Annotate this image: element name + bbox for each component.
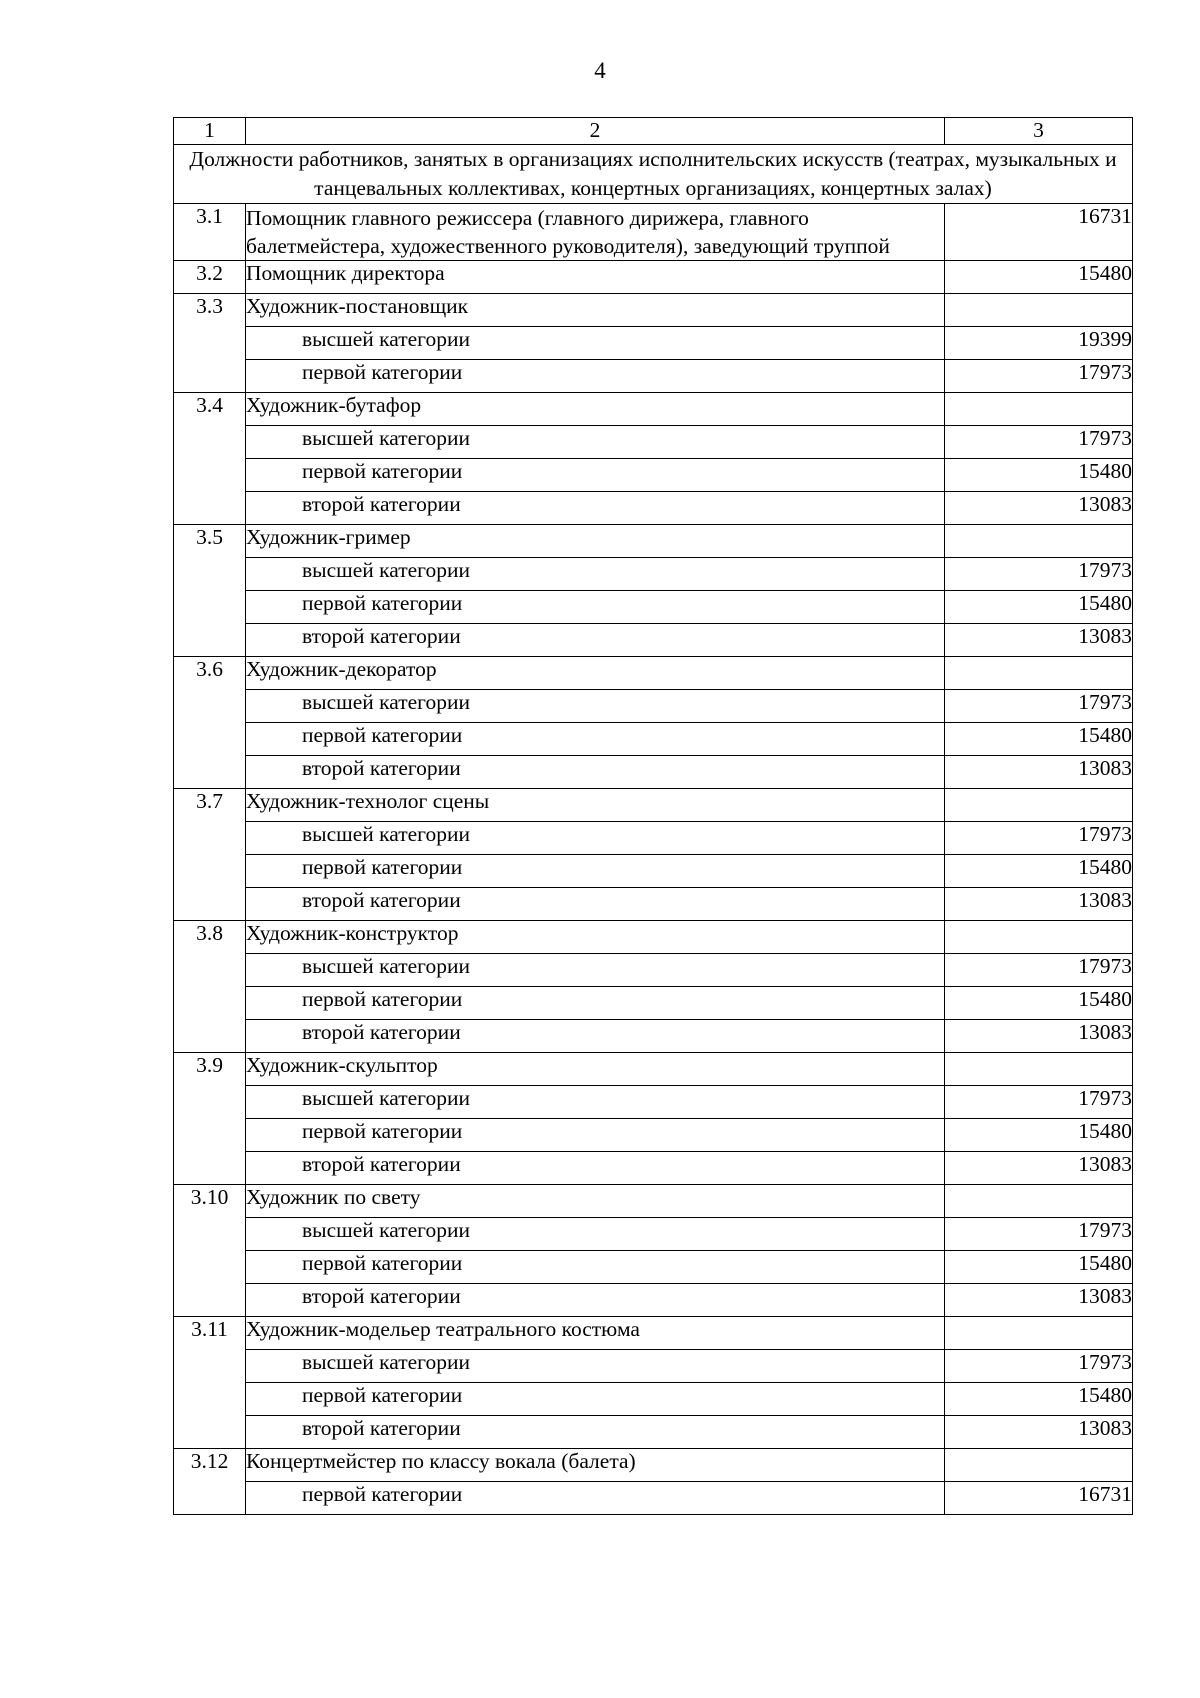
category-name: второй категории <box>246 756 945 789</box>
category-name: второй категории <box>246 1020 945 1053</box>
position-name: Художник-конструктор <box>246 921 945 954</box>
table-row <box>174 204 1133 261</box>
position-name: Помощник директора <box>246 261 945 294</box>
salary-value: 15480 <box>945 1251 1133 1284</box>
table-subrow <box>174 888 1133 921</box>
section-title: Должности работников, занятых в организациях исполнительских искусств (театрах, музыкальных и танцевальных коллективах, концертных организациях, концертных залах) <box>174 145 1133 204</box>
category-name: высшей категории <box>246 1350 945 1383</box>
category-name: высшей категории <box>246 558 945 591</box>
table-subrow <box>174 1119 1133 1152</box>
table-row <box>174 789 1133 822</box>
table-subrow <box>174 327 1133 360</box>
row-number: 3.2 <box>174 261 246 294</box>
salary-value: 15480 <box>945 591 1133 624</box>
salary-value <box>945 525 1133 558</box>
category-name: высшей категории <box>246 1218 945 1251</box>
category-name: первой категории <box>246 1119 945 1152</box>
salary-value: 13083 <box>945 1020 1133 1053</box>
category-name: второй категории <box>246 1152 945 1185</box>
category-name: первой категории <box>246 1251 945 1284</box>
category-name: первой категории <box>246 1383 945 1416</box>
table-subrow <box>174 1086 1133 1119</box>
category-name: высшей категории <box>246 954 945 987</box>
salary-value <box>945 294 1133 327</box>
category-name: высшей категории <box>246 426 945 459</box>
salary-value: 17973 <box>945 360 1133 393</box>
salary-value <box>945 1185 1133 1218</box>
salary-value: 13083 <box>945 624 1133 657</box>
table-subrow <box>174 954 1133 987</box>
salary-value: 17973 <box>945 822 1133 855</box>
category-name: высшей категории <box>246 327 945 360</box>
column-header: 2 <box>246 118 945 145</box>
column-header: 3 <box>945 118 1133 145</box>
category-name: второй категории <box>246 492 945 525</box>
row-number: 3.12 <box>174 1449 246 1515</box>
salary-value <box>945 1449 1133 1482</box>
row-number: 3.1 <box>174 204 246 261</box>
table-row <box>174 294 1133 327</box>
row-number: 3.6 <box>174 657 246 789</box>
salary-value: 16731 <box>945 204 1133 261</box>
salary-value: 15480 <box>945 261 1133 294</box>
table-subrow <box>174 558 1133 591</box>
salary-value: 15480 <box>945 723 1133 756</box>
salary-value <box>945 921 1133 954</box>
table-row <box>174 921 1133 954</box>
category-name: высшей категории <box>246 690 945 723</box>
row-number: 3.9 <box>174 1053 246 1185</box>
salary-value: 15480 <box>945 855 1133 888</box>
table-subrow <box>174 426 1133 459</box>
row-number: 3.5 <box>174 525 246 657</box>
category-name: первой категории <box>246 1482 945 1515</box>
position-name: Художник-технолог сцены <box>246 789 945 822</box>
table-row <box>174 393 1133 426</box>
salary-value: 13083 <box>945 756 1133 789</box>
category-name: первой категории <box>246 459 945 492</box>
salary-value: 17973 <box>945 954 1133 987</box>
salary-value: 15480 <box>945 987 1133 1020</box>
table-subrow <box>174 756 1133 789</box>
salary-value: 17973 <box>945 1086 1133 1119</box>
salary-value: 15480 <box>945 1383 1133 1416</box>
salary-value: 17973 <box>945 1218 1133 1251</box>
table-row <box>174 1449 1133 1482</box>
salary-value: 13083 <box>945 1416 1133 1449</box>
position-name: Художник-декоратор <box>246 657 945 690</box>
column-header-row <box>174 118 1133 145</box>
position-name: Концертмейстер по классу вокала (балета) <box>246 1449 945 1482</box>
table-subrow <box>174 459 1133 492</box>
table-subrow <box>174 855 1133 888</box>
salary-value: 13083 <box>945 492 1133 525</box>
table-subrow <box>174 690 1133 723</box>
category-name: первой категории <box>246 855 945 888</box>
table-row <box>174 1185 1133 1218</box>
section-header-row <box>174 145 1133 204</box>
category-name: второй категории <box>246 1416 945 1449</box>
row-number: 3.7 <box>174 789 246 921</box>
category-name: второй категории <box>246 888 945 921</box>
table-subrow <box>174 624 1133 657</box>
table-subrow <box>174 1416 1133 1449</box>
table-row <box>174 261 1133 294</box>
position-name: Художник-бутафор <box>246 393 945 426</box>
table-subrow <box>174 1284 1133 1317</box>
table-row <box>174 1053 1133 1086</box>
salary-table <box>173 117 1133 1515</box>
row-number: 3.8 <box>174 921 246 1053</box>
salary-value <box>945 1053 1133 1086</box>
table-row <box>174 1317 1133 1350</box>
category-name: первой категории <box>246 591 945 624</box>
table-subrow <box>174 1383 1133 1416</box>
table-subrow <box>174 1251 1133 1284</box>
salary-value: 13083 <box>945 1284 1133 1317</box>
salary-value: 17973 <box>945 690 1133 723</box>
salary-value: 17973 <box>945 1350 1133 1383</box>
category-name: первой категории <box>246 723 945 756</box>
salary-value <box>945 393 1133 426</box>
position-name: Помощник главного режиссера (главного дирижера, главного балетмейстера, художественного руководителя), заведующий труппой <box>246 204 945 261</box>
table-row <box>174 657 1133 690</box>
table-subrow <box>174 1218 1133 1251</box>
row-number: 3.10 <box>174 1185 246 1317</box>
salary-value: 15480 <box>945 459 1133 492</box>
row-number: 3.3 <box>174 294 246 393</box>
category-name: первой категории <box>246 987 945 1020</box>
salary-value: 17973 <box>945 426 1133 459</box>
column-header: 1 <box>174 118 246 145</box>
page-number: 4 <box>594 58 606 83</box>
category-name: высшей категории <box>246 1086 945 1119</box>
category-name: высшей категории <box>246 822 945 855</box>
position-name: Художник по свету <box>246 1185 945 1218</box>
position-name: Художник-гример <box>246 525 945 558</box>
row-number: 3.11 <box>174 1317 246 1449</box>
salary-value: 13083 <box>945 1152 1133 1185</box>
position-name: Художник-скульптор <box>246 1053 945 1086</box>
table-subrow <box>174 1482 1133 1515</box>
salary-value: 13083 <box>945 888 1133 921</box>
salary-value <box>945 1317 1133 1350</box>
table-subrow <box>174 822 1133 855</box>
table-subrow <box>174 360 1133 393</box>
salary-value <box>945 789 1133 822</box>
salary-value: 17973 <box>945 558 1133 591</box>
salary-value: 15480 <box>945 1119 1133 1152</box>
salary-value <box>945 657 1133 690</box>
table-row <box>174 525 1133 558</box>
salary-table-body <box>174 118 1133 1515</box>
category-name: второй категории <box>246 624 945 657</box>
table-subrow <box>174 1020 1133 1053</box>
table-subrow <box>174 723 1133 756</box>
salary-value: 19399 <box>945 327 1133 360</box>
salary-value: 16731 <box>945 1482 1133 1515</box>
table-subrow <box>174 591 1133 624</box>
table-subrow <box>174 492 1133 525</box>
position-name: Художник-модельер театрального костюма <box>246 1317 945 1350</box>
category-name: первой категории <box>246 360 945 393</box>
row-number: 3.4 <box>174 393 246 525</box>
category-name: второй категории <box>246 1284 945 1317</box>
position-name: Художник-постановщик <box>246 294 945 327</box>
table-subrow <box>174 987 1133 1020</box>
table-subrow <box>174 1350 1133 1383</box>
table-subrow <box>174 1152 1133 1185</box>
